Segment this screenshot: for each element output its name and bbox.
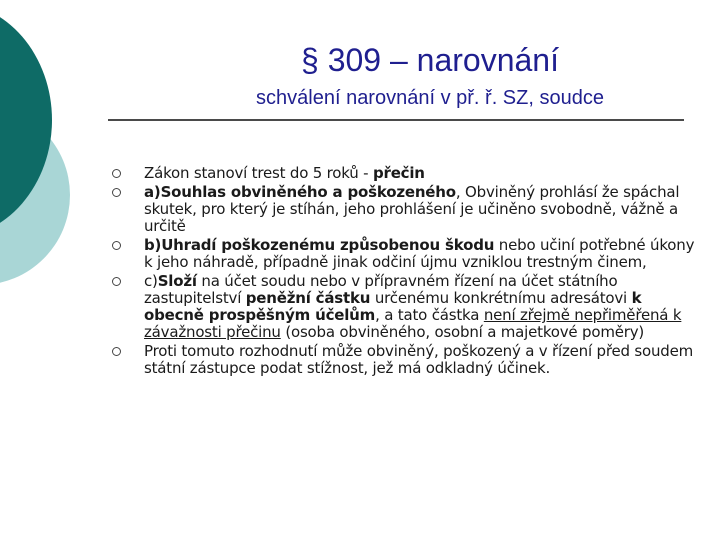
bullet-circle-icon (112, 277, 121, 286)
list-item (112, 237, 702, 271)
title-divider (108, 119, 684, 121)
list-item (112, 343, 702, 377)
bullet-list (112, 165, 702, 379)
bullet-circle-icon (112, 347, 121, 356)
bullet-circle-icon (112, 241, 121, 250)
bullet-text: a)Souhlas obviněného a poškozeného, Obviněný prohlásí že spáchal skutek, pro který je stíhán, jeho prohlášení je učiněno svobodně, vážně a určitě (144, 183, 680, 235)
bullet-circle-icon (112, 169, 121, 178)
decorative-circles (0, 0, 110, 300)
list-item (112, 184, 702, 235)
bullet-text: b)Uhradí poškozenému způsobenou škodu nebo učiní potřebné úkony k jeho náhradě, případně jinak odčiní újmu vzniklou trestným činem, (144, 236, 695, 271)
bullet-text: c)Složí na účet soudu nebo v přípravném řízení na účet státního zastupitelství peněžní částku určenému konkrétnímu adresátovi k obecně prospěšným účelům, a tato částka není zřejmě nepřiměřená k závažnosti přečinu (osoba obviněného, osobní a majetkové poměry) (144, 272, 682, 341)
bullet-text: Zákon stanoví trest do 5 roků - přečin (144, 164, 425, 182)
slide-subtitle: schválení narovnání v př. ř. SZ, soudce (256, 87, 604, 109)
list-item (112, 273, 702, 341)
bullet-text: Proti tomuto rozhodnutí může obviněný, poškozený a v řízení před soudem státní zástupce podat stížnost, jež má odkladný účinek. (144, 342, 694, 377)
slide-title: § 309 – narovnání (301, 42, 559, 78)
list-item (112, 165, 702, 182)
bullet-circle-icon (112, 188, 121, 197)
